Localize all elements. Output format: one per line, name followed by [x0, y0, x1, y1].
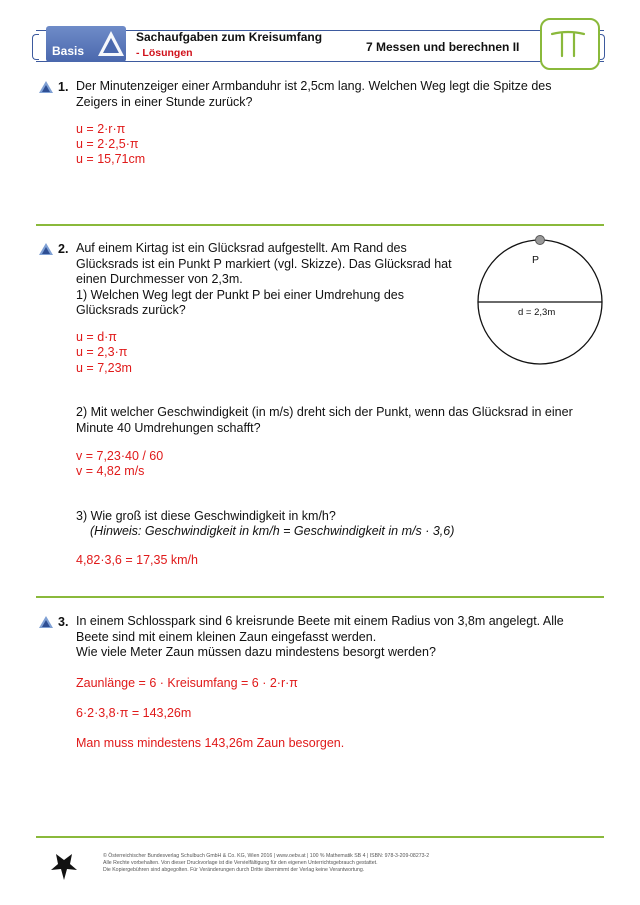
footer-copyright: © Österreichischer Bundesverlag Schulbuch GmbH & Co. KG, Wien 2016 | www.oebv.at | 100 % Mathematik SB 4 | ISBN: 978-3-209-08273-2	[103, 853, 430, 859]
header-bracket-left	[32, 34, 39, 60]
task3-solution1: Zaunlänge = 6 · Kreisumfang = 6 · 2·r·π	[76, 676, 298, 690]
level-triangle-icon	[38, 80, 54, 94]
task3-solution2: 6·2·3,8·π = 143,26m	[76, 706, 192, 720]
task2-line2: Glücksrads ist ein Punkt P markiert (vgl. Skizze). Das Glücksrad hat	[76, 257, 452, 271]
task2-question2-line1: 2) Mit welcher Geschwindigkeit (in m/s) dreht sich der Punkt, wenn das Glücksrad in einer	[76, 405, 573, 419]
task3-line2: Beete sind mit einem kleinen Zaun eingefasst werden.	[76, 630, 377, 644]
section-divider	[36, 224, 604, 226]
level-triangle-icon	[38, 242, 54, 256]
sketch-point-label: P	[532, 254, 540, 266]
worksheet-title: Sachaufgaben zum Kreisumfang	[136, 30, 323, 44]
task2-question1-line2: Glücksrads zurück?	[76, 303, 186, 317]
publisher-logo-icon	[50, 852, 78, 882]
task2-solution6: 4,82·3,6 = 17,35 km/h	[76, 553, 198, 567]
task2-solution2: u = 2,3·π	[76, 345, 128, 359]
task2-question1-line1: 1) Welchen Weg legt der Punkt P bei einer Umdrehung des	[76, 288, 404, 302]
sketch-diameter-label: d = 2,3m	[518, 307, 556, 318]
task2-line1: Auf einem Kirtag ist ein Glücksrad aufgestellt. Am Rand des	[76, 241, 407, 255]
task2-solution5: v = 4,82 m/s	[76, 464, 145, 478]
basis-triangle-icon	[96, 28, 126, 60]
worksheet-subtitle: - Lösungen	[136, 47, 193, 59]
task2-solution4: v = 7,23·40 / 60	[76, 449, 164, 463]
wheel-sketch	[474, 234, 608, 370]
task1-solution2: u = 2·2,5·π	[76, 137, 139, 151]
task2-solution1: u = d·π	[76, 330, 117, 344]
task3-line1: In einem Schlosspark sind 6 kreisrunde Beete mit einem Radius von 3,8m angelegt. Alle	[76, 614, 564, 628]
task2-question3-line1: 3) Wie groß ist diese Geschwindigkeit in km/h?	[76, 509, 336, 523]
task2-solution3: u = 7,23m	[76, 361, 132, 375]
section-divider	[36, 596, 604, 598]
footer-rights: Alle Rechte vorbehalten. Von dieser Druckvorlage ist die Vervielfältigung für den eigenen Unterrichtsgebrauch gestattet.	[103, 860, 378, 866]
footer-divider	[36, 836, 604, 838]
task1-line1: Der Minutenzeiger einer Armbanduhr ist 2,5cm lang. Welchen Weg legt die Spitze des	[76, 79, 552, 93]
task3-solution3: Man muss mindestens 143,26m Zaun besorgen.	[76, 736, 345, 750]
task2-number: 2.	[58, 242, 69, 256]
chapter-title: 7 Messen und berechnen II	[366, 40, 520, 54]
task1-line2: Zeigers in einer Stunde zurück?	[76, 95, 253, 109]
task3-line3: Wie viele Meter Zaun müssen dazu mindestens besorgt werden?	[76, 645, 436, 659]
task1-solution3: u = 15,71cm	[76, 152, 146, 166]
task3-number: 3.	[58, 615, 69, 629]
footer-fees: Die Kopiergebühren sind abgegolten. Für Veränderungen durch Dritte übernimmt der Verlag keine Verantwortung.	[103, 867, 365, 873]
pi-icon	[548, 26, 588, 60]
task1-solution1: u = 2·r·π	[76, 122, 126, 136]
task2-line3: einen Durchmesser von 2,3m.	[76, 272, 243, 286]
task2-question2-line2: Minute 40 Umdrehungen schafft?	[76, 421, 261, 435]
level-triangle-icon	[38, 615, 54, 629]
task2-question3-hint: (Hinweis: Geschwindigkeit in km/h = Geschwindigkeit in m/s · 3,6)	[90, 524, 455, 538]
basis-label: Basis	[52, 44, 85, 58]
task1-number: 1.	[58, 80, 69, 94]
